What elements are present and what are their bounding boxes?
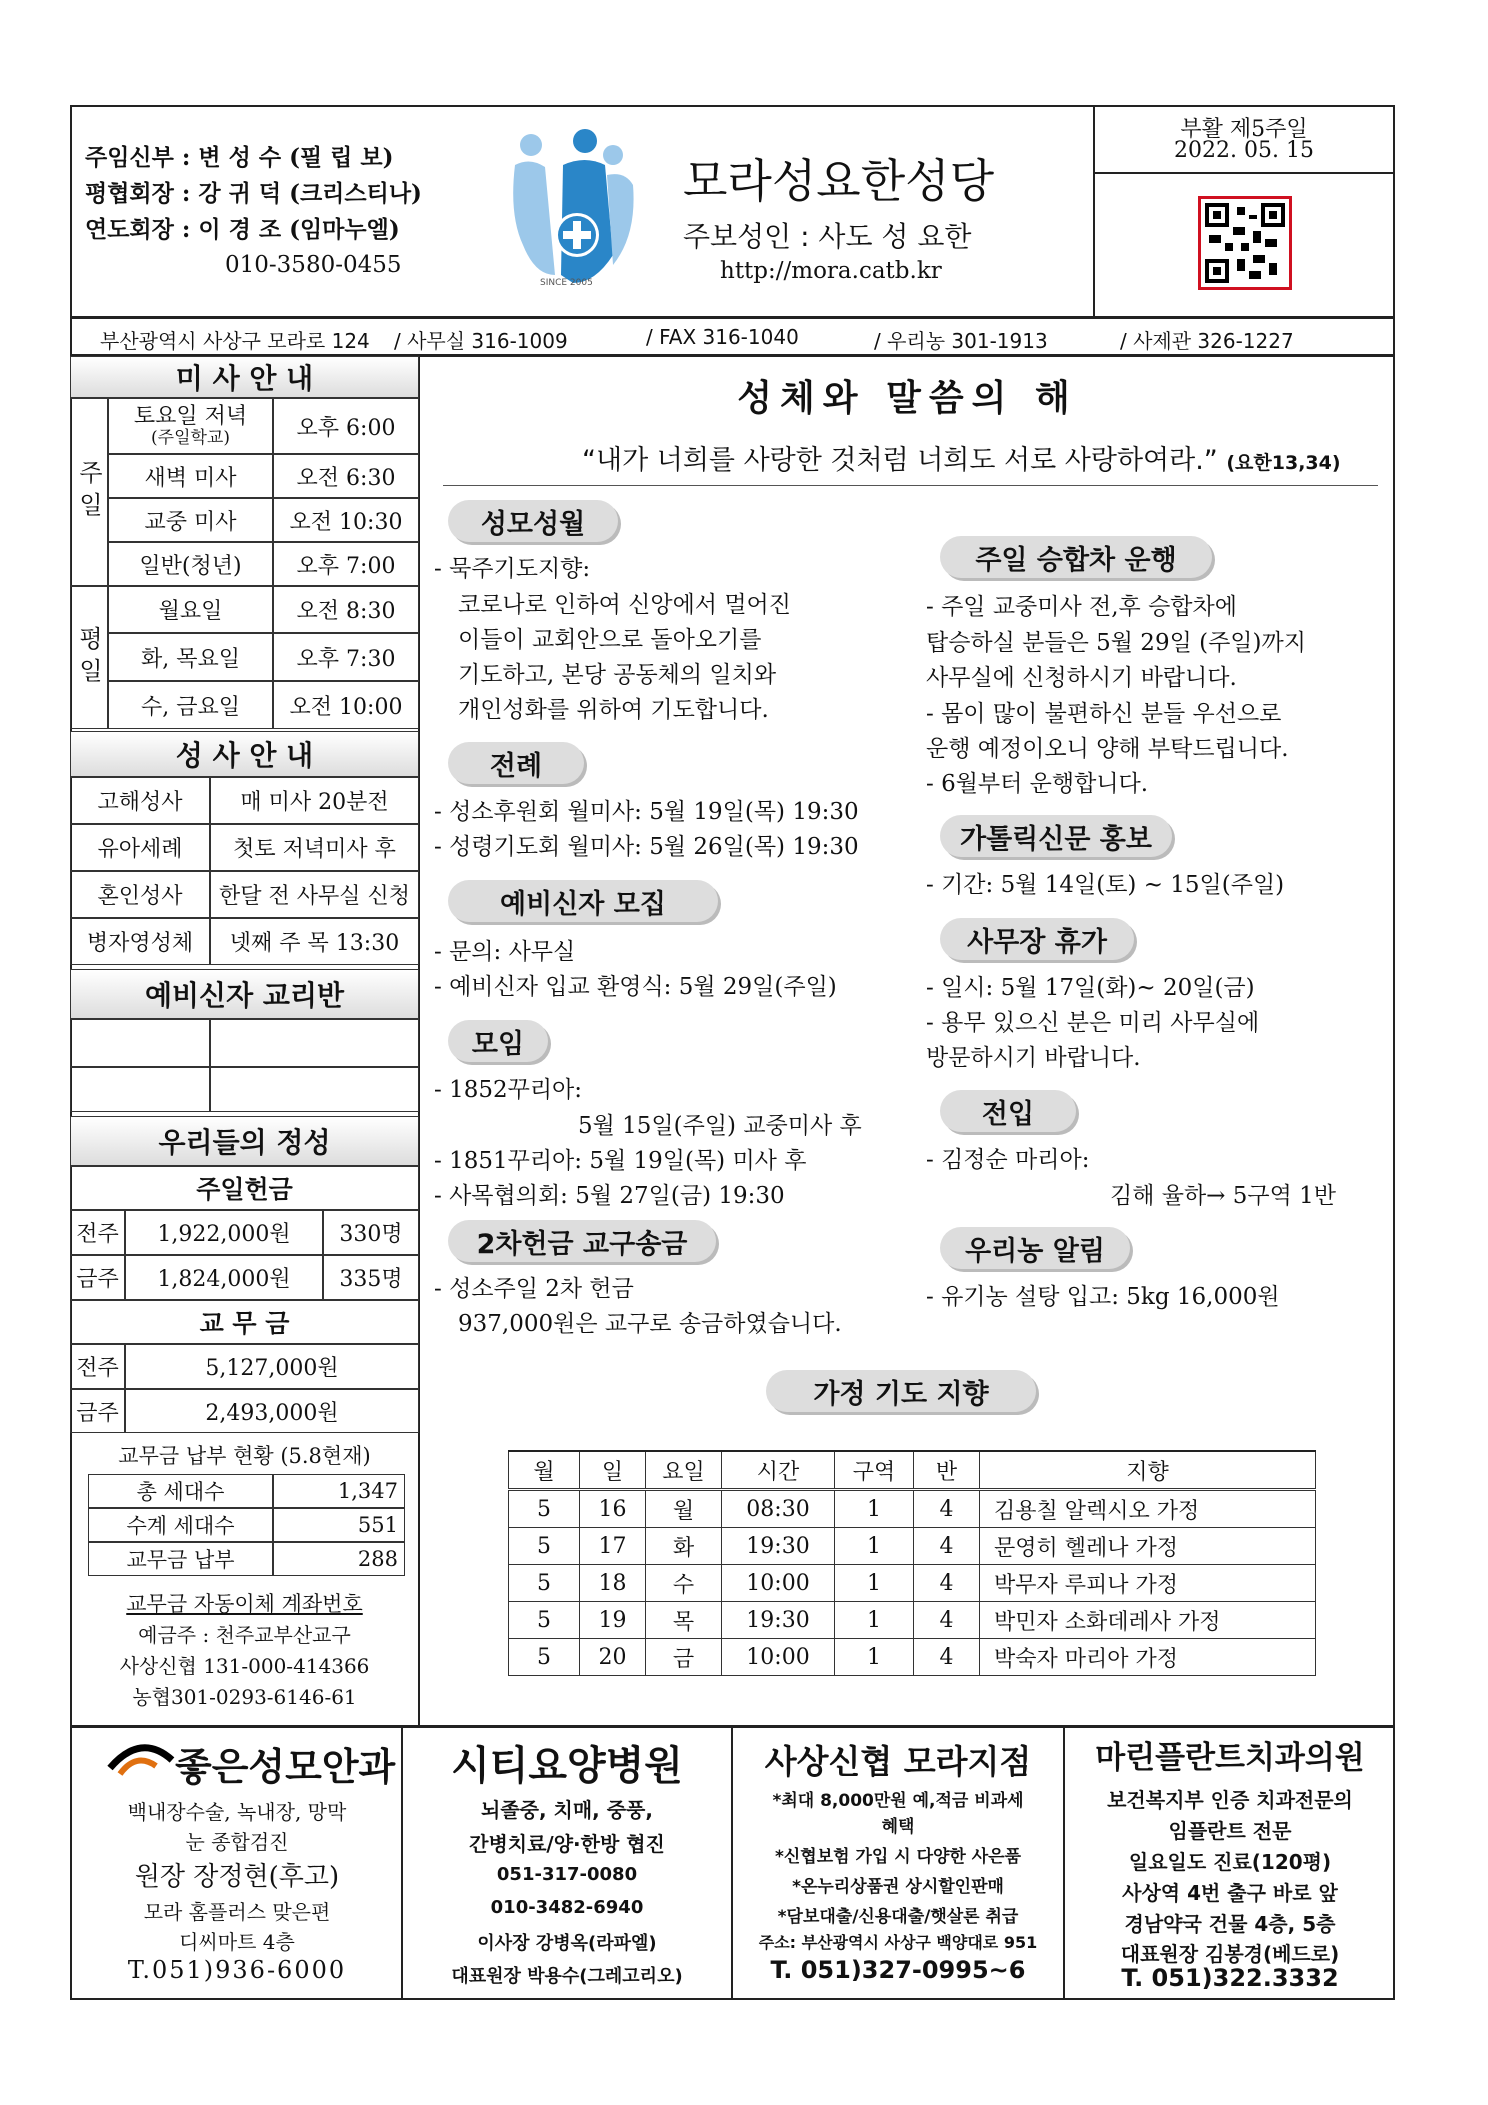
offering-count: 330명	[323, 1210, 419, 1255]
col-month: 월	[509, 1451, 580, 1490]
parish-logo-icon	[505, 125, 640, 290]
date-divider	[1093, 172, 1395, 174]
mass-sunday-row: 토요일 저녁 (주일학교)	[108, 398, 273, 454]
notice-line: - 김정순 마리아:	[926, 1147, 1090, 1173]
ad-line: *신협보험 가입 시 다양한 사은품	[774, 1847, 1022, 1867]
contact-fax: / FAX 316-1040	[646, 325, 799, 349]
mass-time: 오전 10:00	[273, 681, 419, 729]
sacrament-name: 고해성사	[70, 777, 210, 824]
ad-line: 대표원장 박용수(그레고리오)	[451, 1966, 683, 1987]
sunday-offering-title: 주일헌금	[70, 1166, 419, 1210]
notice-line: 운행 예정이오니 양해 부탁드립니다.	[926, 736, 1289, 762]
qr-code-icon[interactable]	[1198, 196, 1292, 290]
theme-title: 성체와 말씀의 해	[737, 378, 1078, 419]
ad-line: 디씨마트 4층	[179, 1930, 295, 1954]
notice-line: 이들이 교회안으로 돌아오기를	[458, 627, 762, 653]
parish-due-amount: 5,127,000원	[125, 1344, 419, 1389]
table-row: 5 19 목 19:30 1 4 박민자 소화데레사 가정	[509, 1602, 1316, 1639]
ad-line: 임플란트 전문	[1168, 1819, 1292, 1843]
notice-line: - 기간: 5월 14일(토) ~ 15일(주일)	[926, 872, 1285, 898]
catechumen-class-title: 예비신자 교리반	[70, 969, 419, 1019]
table-row: 5 18 수 10:00 1 4 박무자 루피나 가정	[509, 1565, 1316, 1602]
ad-line: 이사장 강병옥(라파엘)	[477, 1933, 657, 1954]
ad-line: 백내장수술, 녹내장, 망막	[127, 1800, 347, 1824]
notice-line: - 주일 교중미사 전,후 승합차에	[926, 594, 1237, 620]
phone: 010-3580-0455	[225, 252, 402, 278]
notice-title: 전입	[940, 1090, 1076, 1132]
status-value: 1,347	[273, 1474, 405, 1508]
status-label: 총 세대수	[88, 1474, 273, 1508]
sunday-label: 주일	[70, 398, 108, 586]
notice-line: - 유기농 설탕 입고: 5kg 16,000원	[926, 1284, 1280, 1310]
ad-line: 모라 홈플러스 맞은편	[143, 1900, 331, 1924]
notice-line: - 성령기도회 월미사: 5월 26일(목) 19:30	[434, 834, 859, 860]
sacrament-name: 혼인성사	[70, 871, 210, 918]
ad-line: T.051)936-6000	[127, 1956, 347, 1984]
status-label: 교무금 납부	[88, 1542, 273, 1576]
prayer-table	[508, 1450, 1316, 1676]
notice-line: 5월 15일(주일) 교중미사 후	[578, 1113, 862, 1139]
ad-line: 사상역 4번 출구 바로 앞	[1122, 1881, 1338, 1905]
notice-line: - 성소후원회 월미사: 5월 19일(목) 19:30	[434, 799, 859, 825]
ad-line: 대표원장 김봉경(베드로)	[1120, 1942, 1340, 1966]
ad-line: 010-3482-6940	[490, 1897, 644, 1918]
col-day: 일	[580, 1451, 646, 1490]
notice-line: - 1852꾸리아:	[434, 1077, 583, 1103]
liturgical-week: 부활 제5주일	[1180, 117, 1308, 142]
notice-title: 성모성월	[448, 500, 618, 542]
header-bottom-line	[70, 316, 1395, 319]
parish-name: 모라성요한성당	[683, 154, 995, 208]
theme-divider	[443, 485, 1378, 486]
parish-due-label: 전주	[70, 1344, 125, 1389]
sacrament-value: 넷째 주 목 13:30	[210, 918, 419, 965]
status-value: 288	[273, 1542, 405, 1576]
bulletin-date: 2022. 05. 15	[1174, 138, 1314, 163]
staff-row: 평협회장 : 강 귀 덕 (크리스티나)	[85, 180, 422, 207]
sacrament-name: 유아세례	[70, 824, 210, 871]
parish-url[interactable]: http://mora.catb.kr	[720, 258, 942, 284]
notice-line: 방문하시기 바랍니다.	[926, 1045, 1141, 1071]
qr-pattern-icon	[1205, 203, 1285, 283]
notice-line: - 묵주기도지향:	[434, 556, 591, 582]
table-row: 5 20 금 10:00 1 4 박숙자 마리아 가정	[509, 1639, 1316, 1676]
ad-line: 일요일도 진료(120평)	[1128, 1850, 1332, 1874]
offering-title: 우리들의 정성	[70, 1116, 419, 1166]
theme-quote: “내가 너희를 사랑한 것처럼 너희도 서로 사랑하여라.” (요한13,34)	[582, 445, 1341, 476]
col-group: 반	[914, 1451, 980, 1490]
mass-sunday-row: 교중 미사	[108, 498, 273, 542]
eye-clinic-logo-icon	[106, 1738, 176, 1778]
staff-list	[85, 140, 422, 248]
ad-title: 좋은성모안과	[175, 1745, 396, 1789]
ad-line: 간병치료/양·한방 협진	[469, 1832, 665, 1856]
notice-title: 주일 승합차 운행	[940, 536, 1212, 578]
notice-line: - 몸이 많이 불편하신 분들 우선으로	[926, 701, 1282, 727]
sacrament-value: 첫토 저녁미사 후	[210, 824, 419, 871]
logo-since: SINCE 2005	[540, 278, 593, 288]
notice-title: 모임	[448, 1020, 548, 1062]
notice-line: - 용무 있으신 분은 미리 사무실에	[926, 1010, 1260, 1036]
status-value: 551	[273, 1508, 405, 1542]
ad-line: 뇌졸중, 치매, 중풍,	[481, 1798, 653, 1822]
table-row: 5 17 화 19:30 1 4 문영히 헬레나 가정	[509, 1528, 1316, 1565]
offering-count: 335명	[323, 1255, 419, 1300]
notice-line: 기도하고, 본당 공동체의 일치와	[458, 662, 777, 688]
class-cell	[210, 1019, 419, 1067]
ad-line: 눈 종합검진	[185, 1830, 289, 1854]
auto-transfer-title: 교무금 자동이체 계좌번호	[126, 1592, 363, 1616]
mass-time: 오후 7:30	[273, 633, 419, 681]
mass-time: 오전 6:30	[273, 454, 419, 498]
sacrament-name: 병자영성체	[70, 918, 210, 965]
notice-line: 개인성화를 위하여 기도합니다.	[458, 697, 769, 723]
ad-line: 혜택	[881, 1817, 915, 1837]
ad-line: 보건복지부 인증 치과전문의	[1107, 1788, 1353, 1812]
ad-line: 원장 장정현(후고)	[134, 1862, 340, 1892]
notice-title: 가톨릭신문 홍보	[940, 815, 1172, 857]
contact-address: 부산광역시 사상구 모라로 124	[100, 329, 370, 353]
notice-title: 우리농 알림	[940, 1227, 1130, 1269]
mass-time: 오후 7:00	[273, 542, 419, 586]
weekday-label: 평일	[70, 586, 108, 729]
notice-line: - 예비신자 입교 환영식: 5월 29일(주일)	[434, 974, 837, 1000]
notice-title: 사무장 휴가	[940, 918, 1134, 960]
status-label: 수계 세대수	[88, 1508, 273, 1542]
col-weekday: 요일	[646, 1451, 722, 1490]
mass-sunday-row: 새벽 미사	[108, 454, 273, 498]
contact-office: / 사무실 316-1009	[394, 329, 568, 353]
ad-line: T. 051)327-0995~6	[770, 1956, 1026, 1984]
ad-line: 주소: 부산광역시 사상구 백양대로 951	[758, 1933, 1038, 1952]
mass-title: 미 사 안 내	[70, 356, 419, 398]
prayer-header-row	[509, 1451, 1316, 1490]
parish-due-amount: 2,493,000원	[125, 1389, 419, 1433]
parish-due-label: 금주	[70, 1389, 125, 1433]
notice-line: 코로나로 인하여 신앙에서 멀어진	[458, 592, 791, 618]
table-row: 5 16 월 08:30 1 4 김용칠 알렉시오 가정	[509, 1490, 1316, 1528]
notice-title: 전례	[448, 742, 584, 784]
parish-due-status-title: 교무금 납부 현황 (5.8현재)	[118, 1444, 371, 1468]
notice-line: - 성소주일 2차 헌금	[434, 1276, 634, 1302]
col-intention: 지향	[980, 1451, 1316, 1490]
patron: 주보성인 : 사도 성 요한	[683, 220, 972, 253]
class-cell	[210, 1067, 419, 1112]
mass-sunday-row: 일반(청년)	[108, 542, 273, 586]
prayer-title: 가정 기도 지향	[766, 1370, 1036, 1412]
staff-row: 주임신부 : 변 성 수 (필 립 보)	[85, 144, 394, 171]
mass-weekday-row: 화, 목요일	[108, 633, 273, 681]
ad-line: *최대 8,000만원 예,적금 비과세	[772, 1791, 1024, 1811]
sacrament-value: 한달 전 사무실 신청	[210, 871, 419, 918]
notice-line: 937,000원은 교구로 송금하였습니다.	[458, 1311, 842, 1337]
ad-title: 마린플란트치과의원	[1095, 1740, 1365, 1776]
staff-row: 연도회장 : 이 경 조 (임마누엘)	[85, 216, 400, 243]
ad-line: *담보대출/신용대출/햇살론 취급	[777, 1907, 1019, 1927]
auto-transfer-accounts: 예금주 : 천주교부산교구 사상신협 131-000-414366 농협301-0293-6146-61	[119, 1623, 370, 1709]
notice-line: 사무실에 신청하시기 바랍니다.	[926, 665, 1237, 691]
notice-line: - 일시: 5월 17일(화)~ 20일(금)	[926, 975, 1255, 1001]
ad-line: *온누리상품권 상시할인판매	[792, 1877, 1004, 1897]
notice-line: - 1851꾸리아: 5월 19일(목) 미사 후	[434, 1148, 807, 1174]
notice-line: 탑승하실 분들은 5월 29일 (주일)까지	[926, 630, 1306, 656]
offering-amount: 1,824,000원	[125, 1255, 323, 1300]
offering-label: 전주	[70, 1210, 125, 1255]
col-district: 구역	[835, 1451, 914, 1490]
notice-title: 2차헌금 교구송금	[448, 1220, 716, 1262]
sacrament-value: 매 미사 20분전	[210, 777, 419, 824]
ad-title: 시티요양병원	[451, 1743, 683, 1789]
sacraments-title: 성 사 안 내	[70, 731, 419, 777]
notice-line: - 사목협의회: 5월 27일(금) 19:30	[434, 1183, 785, 1209]
parish-due-title: 교 무 금	[70, 1300, 419, 1344]
notice-line: - 6월부터 운행합니다.	[926, 771, 1149, 797]
contact-rectory: / 사제관 326-1227	[1120, 329, 1294, 353]
class-cell	[70, 1019, 210, 1067]
ad-line: T. 051)322.3332	[1121, 1964, 1339, 1992]
notice-line: 김해 율하→ 5구역 1반	[1110, 1183, 1336, 1209]
mass-time: 오전 10:30	[273, 498, 419, 542]
mass-time: 오전 8:30	[273, 586, 419, 633]
col-time: 시간	[722, 1451, 835, 1490]
ad-line: 051-317-0080	[496, 1864, 638, 1885]
contact-woorinong: / 우리농 301-1913	[874, 329, 1048, 353]
notice-line: - 문의: 사무실	[434, 939, 576, 965]
ad-line: 경남약국 건물 4층, 5층	[1124, 1912, 1336, 1936]
offering-label: 금주	[70, 1255, 125, 1300]
offering-amount: 1,922,000원	[125, 1210, 323, 1255]
mass-weekday-row: 수, 금요일	[108, 681, 273, 729]
notice-title: 예비신자 모집	[448, 880, 718, 922]
ad-title: 사상신협 모라지점	[764, 1742, 1032, 1781]
mass-weekday-row: 월요일	[108, 586, 273, 633]
class-cell	[70, 1067, 210, 1112]
mass-time: 오후 6:00	[273, 398, 419, 454]
